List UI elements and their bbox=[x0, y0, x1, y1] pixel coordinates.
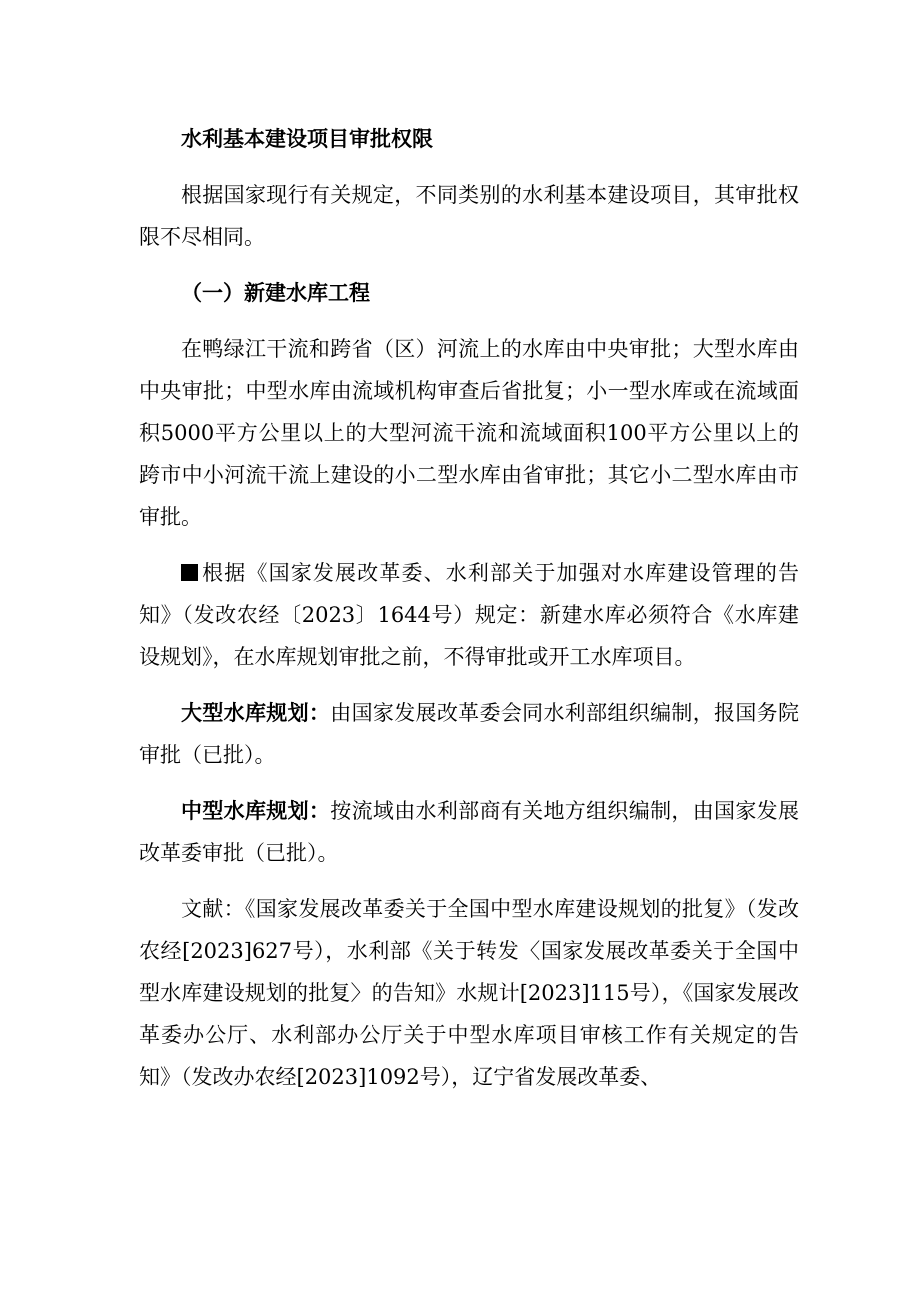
document-title: 水利基本建设项目审批权限 bbox=[181, 126, 433, 151]
section-heading: （一）新建水库工程 bbox=[181, 280, 370, 305]
reservoir-approval-paragraph: 在鸭绿江干流和跨省（区）河流上的水库由中央审批；大型水库由中央审批；中型水库由流域机构审查后省批复；小一型水库或在流域面积5000平方公里以上的大型河流干流和流域面积100平方公里以上的跨市中小河流干流上建设的小二型水库由省审批；其它小二型水库由市审批。 bbox=[139, 337, 799, 529]
notice-text: 根据《国家发展改革委、水利部关于加强对水库建设管理的告知》（发改农经〔2023〕1644号）规定：新建水库必须符合《水库建设规划》，在水库规划审批之前，不得审批或开工水库项目。 bbox=[139, 561, 799, 669]
document-page bbox=[139, 118, 799, 1098]
intro-paragraph: 根据国家现行有关规定，不同类别的水利基本建设项目，其审批权限不尽相同。 bbox=[139, 183, 799, 249]
notice-paragraph bbox=[139, 552, 799, 678]
large-reservoir-paragraph bbox=[139, 692, 799, 776]
square-bullet-icon bbox=[181, 564, 198, 581]
medium-reservoir-label: 中型水库规划： bbox=[181, 798, 331, 823]
medium-reservoir-text: 按流域由水利部商有关地方组织编制，由国家发展改革委审批（已批）。 bbox=[139, 799, 799, 865]
references-paragraph: 文献：《国家发展改革委关于全国中型水库建设规划的批复》（发改农经[2023]627号），水利部《关于转发〈国家发展改革委关于全国中型水库建设规划的批复〉的告知》水规计[2023]115号），《国家发展改革委办公厅、水利部办公厅关于中型水库项目审核工作有关规定的告知》（发改办农经[2023]1092号），辽宁省发展改革委、 bbox=[139, 897, 799, 1089]
large-reservoir-text: 由国家发展改革委会同水利部组织编制，报国务院审批（已批）。 bbox=[139, 701, 799, 767]
medium-reservoir-paragraph bbox=[139, 790, 799, 874]
large-reservoir-label: 大型水库规划： bbox=[181, 700, 331, 725]
